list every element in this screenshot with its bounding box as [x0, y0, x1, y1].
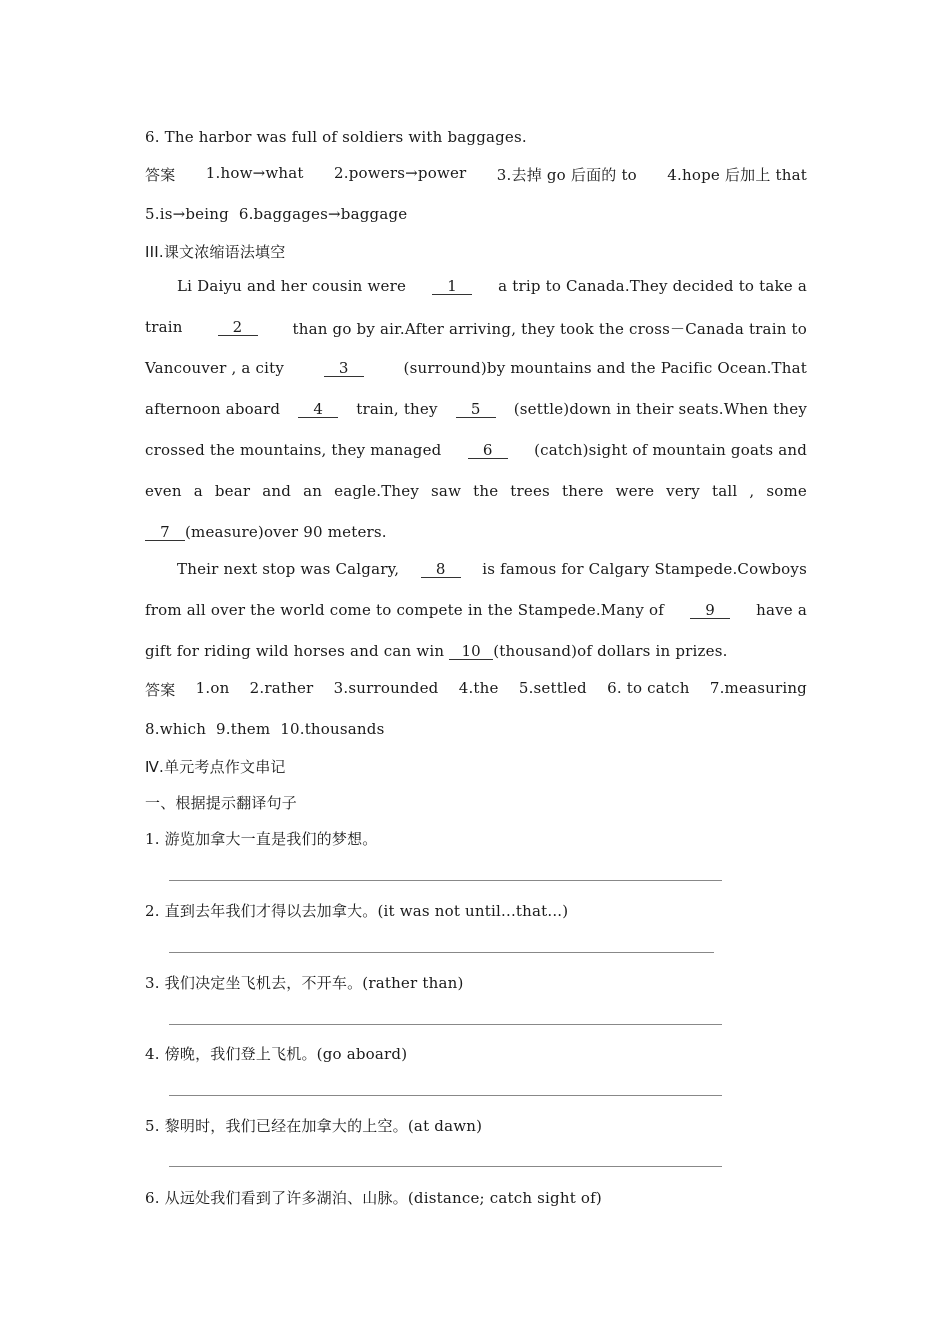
text: a trip to Canada.They decided to take a — [498, 277, 807, 295]
text: train — [145, 318, 183, 336]
sentence-6: 6. The harbor was full of soldiers with baggages. — [145, 128, 527, 146]
subsection-heading: 一、根据提示翻译句子 — [145, 794, 298, 812]
answer-item: 4.hope 后加上 that — [667, 166, 807, 184]
answer-item: 2.powers→power — [334, 164, 467, 182]
text: (surround)by mountains and the Pacific Ocean.That — [403, 359, 807, 377]
text: have a — [756, 601, 807, 619]
answer-label: 答案 — [145, 166, 176, 184]
blank-3: 3 — [324, 359, 364, 377]
passage-line — [145, 642, 807, 660]
question-6: 6. 从远处我们看到了许多湖泊、山脉。(distance; catch sight of) — [145, 1189, 602, 1207]
question-2: 2. 直到去年我们才得以去加拿大。(it was not until...that...) — [145, 902, 569, 920]
answer-line-blank[interactable] — [169, 1024, 722, 1025]
text: Their next stop was Calgary, — [177, 560, 400, 578]
answer-line-1 — [145, 164, 807, 185]
answer-item: 1.how→what — [205, 164, 304, 182]
question-3: 3. 我们决定坐飞机去，不开车。(rather than) — [145, 974, 464, 992]
text: Li Daiyu and her cousin were — [177, 277, 407, 295]
text: than go by air.After arriving, they took the cross－Canada train to — [292, 320, 807, 338]
text: Vancouver , a city — [145, 359, 284, 377]
blank-4: 4 — [298, 400, 338, 418]
blank-6: 6 — [468, 441, 508, 459]
passage-line — [145, 277, 807, 295]
answer-item: 3.去掉 go 后面的 to — [496, 166, 637, 184]
text: afternoon aboard — [145, 400, 281, 418]
passage-line — [145, 523, 807, 541]
section-heading-4: Ⅳ.单元考点作文串记 — [145, 758, 286, 776]
text: (settle)down in their seats.When they — [513, 400, 807, 418]
answer-item: 2.rather — [249, 679, 314, 697]
answer-line-3 — [145, 679, 807, 700]
passage-line — [145, 318, 807, 339]
text: gift for riding wild horses and can win — [145, 642, 445, 660]
blank-2: 2 — [218, 318, 258, 339]
question-1: 1. 游览加拿大一直是我们的梦想。 — [145, 830, 378, 848]
text: from all over the world come to compete in the Stampede.Many of — [145, 601, 664, 619]
passage-line — [145, 400, 807, 418]
question-4: 4. 傍晚，我们登上飞机。(go aboard) — [145, 1045, 408, 1063]
answer-item: 5.settled — [518, 679, 587, 697]
passage-line: even a bear and an eagle.They saw the trees there were very tall , some — [145, 482, 807, 500]
text: crossed the mountains, they managed — [145, 441, 442, 459]
answer-item: 4.the — [458, 679, 499, 697]
blank-7: 7 — [145, 523, 185, 541]
blank-5: 5 — [456, 400, 496, 418]
passage-line — [145, 359, 807, 377]
answer-line-2: 5.is→being 6.baggages→baggage — [145, 205, 408, 223]
answer-item: 6. to catch — [607, 679, 690, 697]
answer-item: 7.measuring — [709, 679, 807, 697]
answer-item: 3.surrounded — [333, 679, 439, 697]
passage-line — [145, 560, 807, 578]
blank-8: 8 — [421, 560, 461, 578]
answer-item: 1.on — [195, 679, 230, 697]
answer-line-4: 8.which 9.them 10.thousands — [145, 720, 385, 738]
text: is famous for Calgary Stampede.Cowboys — [482, 560, 807, 578]
answer-line-blank[interactable] — [169, 880, 722, 881]
blank-9: 9 — [690, 601, 730, 619]
passage-line — [145, 441, 807, 459]
text: train, they — [356, 400, 438, 418]
question-5: 5. 黎明时，我们已经在加拿大的上空。(at dawn) — [145, 1117, 483, 1135]
answer-label: 答案 — [145, 681, 176, 699]
blank-10: 10 — [449, 642, 493, 660]
answer-line-blank[interactable] — [169, 1095, 722, 1096]
answer-line-blank[interactable] — [169, 952, 714, 953]
passage-line — [145, 601, 807, 619]
answer-line-blank[interactable] — [169, 1166, 722, 1167]
section-heading-3: III.课文浓缩语法填空 — [145, 243, 286, 261]
blank-1: 1 — [432, 277, 472, 295]
text: (measure)over 90 meters. — [185, 523, 387, 541]
text: (thousand)of dollars in prizes. — [493, 642, 728, 660]
text: (catch)sight of mountain goats and — [534, 441, 807, 459]
